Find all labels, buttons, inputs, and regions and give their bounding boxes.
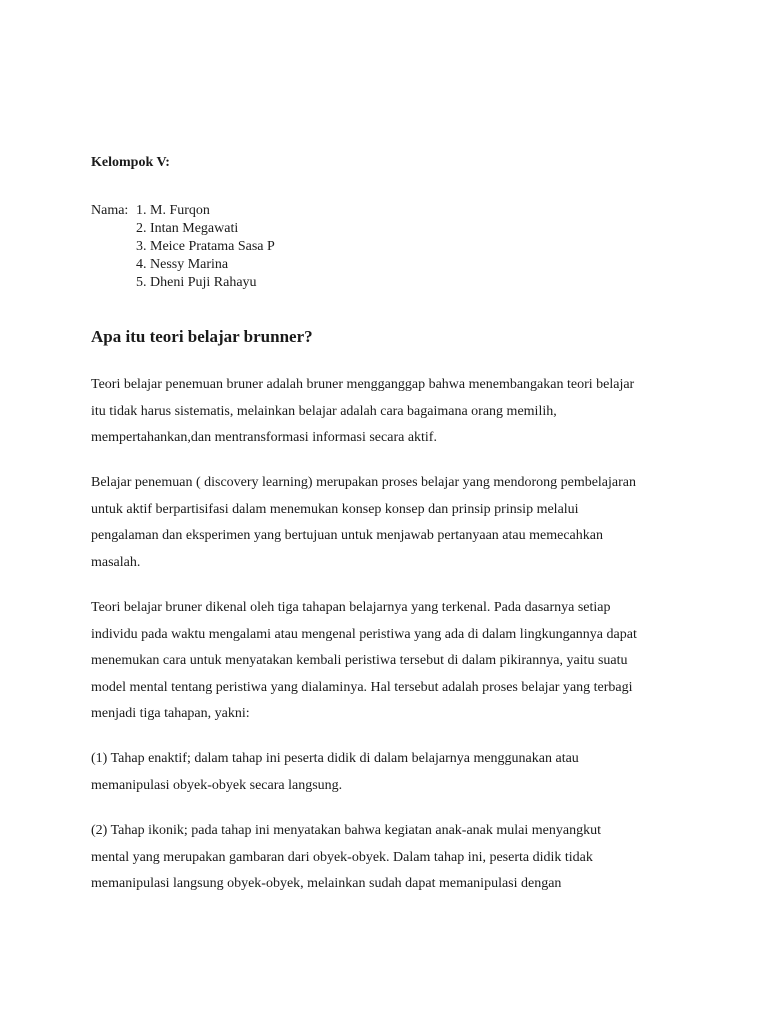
member-name: 2. Intan Megawati	[136, 221, 239, 236]
text-line: menemukan cara untuk menyatakan kembali peristiwa tersebut di dalam pikirannya, yaitu suatu	[91, 653, 628, 668]
text-line: itu tidak harus sistematis, melainkan belajar adalah cara bagaimana orang memilih,	[91, 403, 557, 419]
text-line: Teori belajar penemuan bruner adalah bruner mengganggap bahwa menembangakan teori belajar	[91, 377, 635, 392]
member-row	[91, 238, 275, 256]
text-line: memanipulasi obyek-obyek secara langsung.	[91, 777, 343, 793]
paragraph-enactive-stage	[91, 746, 691, 799]
text-line: pengalaman dan eksperimen yang bertujuan untuk menjawab pertanyaan atau memecahkan	[91, 528, 603, 543]
paragraph-definition	[91, 372, 691, 452]
text-line: (1) Tahap enaktif; dalam tahap ini peserta didik di dalam belajarnya menggunakan atau	[91, 751, 579, 766]
member-row	[91, 274, 275, 292]
member-name: 4. Nessy Marina	[136, 257, 229, 272]
members-label: Nama:	[91, 203, 129, 218]
member-row	[91, 220, 275, 238]
section-heading: Apa itu teori belajar brunner?	[91, 327, 313, 346]
text-line: mental yang merupakan gambaran dari obyek-obyek. Dalam tahap ini, peserta didik tidak	[91, 849, 593, 865]
member-name: 3. Meice Pratama Sasa P	[136, 239, 275, 254]
text-line: masalah.	[91, 554, 141, 570]
text-line: Belajar penemuan ( discovery learning) merupakan proses belajar yang mendorong pembelajaran	[91, 475, 637, 490]
group-title: Kelompok V:	[91, 155, 170, 170]
member-row	[91, 202, 275, 220]
text-line: individu pada waktu mengalami atau mengenal peristiwa yang ada di dalam lingkungannya dapat	[91, 626, 637, 642]
member-name: 1. M. Furqon	[136, 203, 210, 218]
paragraph-iconic-stage	[91, 818, 691, 898]
member-row	[91, 256, 275, 274]
text-line: untuk aktif berpartisifasi dalam menemukan konsep konsep dan prinsip prinsip melalui	[91, 501, 579, 517]
text-line: memanipulasi langsung obyek-obyek, melainkan sudah dapat memanipulasi dengan	[91, 876, 562, 891]
paragraph-discovery-learning	[91, 470, 691, 576]
text-line: (2) Tahap ikonik; pada tahap ini menyatakan bahwa kegiatan anak-anak mulai menyangkut	[91, 823, 601, 838]
paragraph-three-stages	[91, 595, 691, 728]
text-line: menjadi tiga tahapan, yakni:	[91, 706, 250, 721]
text-line: mempertahankan,dan mentransformasi informasi secara aktif.	[91, 430, 437, 445]
text-line: model mental tentang peristiwa yang dialaminya. Hal tersebut adalah proses belajar yang terbagi	[91, 679, 633, 695]
member-name: 5. Dheni Puji Rahayu	[136, 275, 257, 290]
text-line: Teori belajar bruner dikenal oleh tiga tahapan belajarnya yang terkenal. Pada dasarnya setiap	[91, 600, 611, 615]
member-list	[91, 202, 275, 292]
